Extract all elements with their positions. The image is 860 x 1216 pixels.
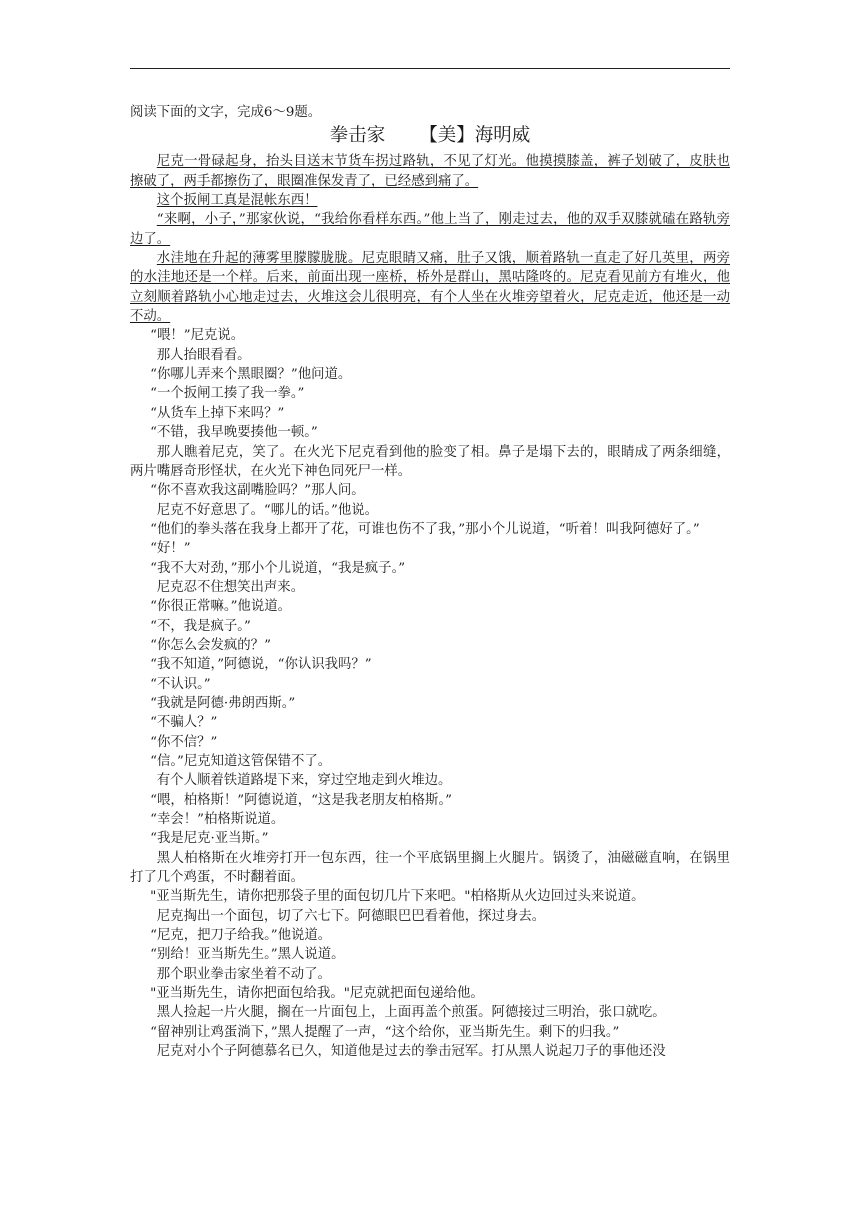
paragraph: “不错，我早晚要揍他一顿。” [150, 425, 318, 441]
paragraph: 黑人捡起一片火腿，搁在一片面包上，上面再盖个煎蛋。阿德接过三明治，张口就吃。 [156, 1005, 666, 1021]
paragraph: “你哪儿弄来个黑眼圈？”他问道。 [150, 367, 352, 383]
paragraph: "亚当斯先生，请你把那袋子里的面包切几片下来吧。"柏格斯从火边回过头来说道。 [150, 889, 645, 905]
title-main: 拳击家 [329, 125, 386, 147]
paragraph: 尼克忍不住想笑出声来。 [156, 579, 305, 595]
paragraph: “别给！亚当斯先生。”黑人说道。 [150, 947, 345, 963]
title-author: 【美】海明威 [419, 125, 531, 147]
paragraph: 那个职业拳击家坐着不动了。 [156, 966, 331, 982]
paragraph: “喂！”尼克说。 [150, 328, 245, 344]
paragraph: “尼克，把刀子给我。”他说道。 [150, 928, 332, 944]
paragraph: “来啊，小子，”那家伙说，“我给你看样东西。”他上当了，刚走过去，他的双手双膝就磕在路轨旁边了。 [130, 212, 730, 247]
question-intro: 阅读下面的文字，完成6～9题。 [130, 105, 322, 120]
paragraph: 黑人柏格斯在火堆旁打开一包东西，往一个平底锅里搁上火腿片。锅烫了，油磁磁直响，在锅里打了几个鸡蛋，不时翻着面。 [130, 850, 730, 886]
paragraph: 尼克对小个子阿德慕名已久，知道他是过去的拳击冠军。打从黑人说起刀子的事他还没 [156, 1044, 666, 1060]
paragraph: “不骗人？” [150, 715, 218, 731]
story-title [130, 124, 730, 148]
paragraph: “你怎么会发疯的？” [150, 637, 271, 653]
paragraph: 水洼地在升起的薄雾里朦朦胧胧。尼克眼睛又痛，肚子又饿，顺着路轨一直走了好几英里，两旁的水洼地还是一个样。后来，前面出现一座桥，桥外是群山，黑咕隆咚的。尼克看见前方有堆火，他立刻顺着路轨小心地走过去，火堆这会儿很明亮，有个人坐在火堆旁望着火，尼克走近，他还是一动不动。 [130, 251, 730, 325]
paragraph: “从货车上掉下来吗？” [150, 405, 285, 421]
header-rule [130, 68, 730, 69]
paragraph: “他们的拳头落在我身上都开了花，可谁也伤不了我，”那小个儿说道，“听着！叫我阿德好了。” [150, 521, 700, 537]
paragraph: 尼克不好意思了。“哪儿的话。”他说。 [156, 502, 379, 518]
paragraph: “好！” [150, 541, 191, 557]
paragraph: “一个扳闸工揍了我一拳。” [150, 386, 305, 402]
paragraph: “不认识。” [150, 676, 211, 692]
paragraph: 有个人顺着铁道路堤下来，穿过空地走到火堆边。 [156, 773, 452, 789]
paragraph: “你不喜欢我这副嘴脸吗？”那人问。 [150, 483, 365, 499]
paragraph: “不，我是疯子。” [150, 618, 251, 634]
paragraph: “我不大对劲，”那小个儿说道，“我是疯子。” [150, 560, 406, 576]
paragraph: “你不信？” [150, 734, 218, 750]
paragraph: 尼克一骨碌起身，抬头目送末节货车拐过路轨，不见了灯光。他摸摸膝盖，裤子划破了，皮肤也擦破了，两手都擦伤了，眼圈准保发青了，已经感到痛了。 [130, 154, 730, 189]
paragraph: 这个扳闸工真是混帐东西！ [156, 193, 318, 209]
paragraph: “留神别让鸡蛋淌下，”黑人提醒了一声，“这个给你，亚当斯先生。剩下的归我。” [150, 1024, 620, 1040]
paragraph: "亚当斯先生，请你把面包给我。"尼克就把面包递给他。 [150, 986, 484, 1002]
paragraph: 那人瞧着尼克，笑了。在火光下尼克看到他的脸变了相。鼻子是塌下去的，眼睛成了两条细缝，两片嘴唇奇形怪状，在火光下神色同死尸一样。 [130, 444, 730, 479]
paragraph: “幸会！”柏格斯说道。 [150, 812, 285, 828]
paragraph: “你很正常嘛。”他说道。 [150, 599, 291, 615]
paragraph: “信。”尼克知道这管保错不了。 [150, 754, 332, 769]
paragraph: 那人抬眼看看。 [156, 347, 251, 363]
paragraph: “我是尼克·亚当斯。” [150, 831, 269, 847]
article-body [130, 103, 730, 1062]
paragraph: “我不知道，”阿德说，“你认识我吗？” [150, 657, 372, 673]
paragraph: 尼克掏出一个面包，切了六七下。阿德眼巴巴看着他，探过身去。 [156, 908, 546, 924]
paragraph: “我就是阿德·弗朗西斯。” [150, 695, 296, 711]
paragraph: “喂，柏格斯！”阿德说道，“这是我老朋友柏格斯。” [150, 792, 452, 808]
